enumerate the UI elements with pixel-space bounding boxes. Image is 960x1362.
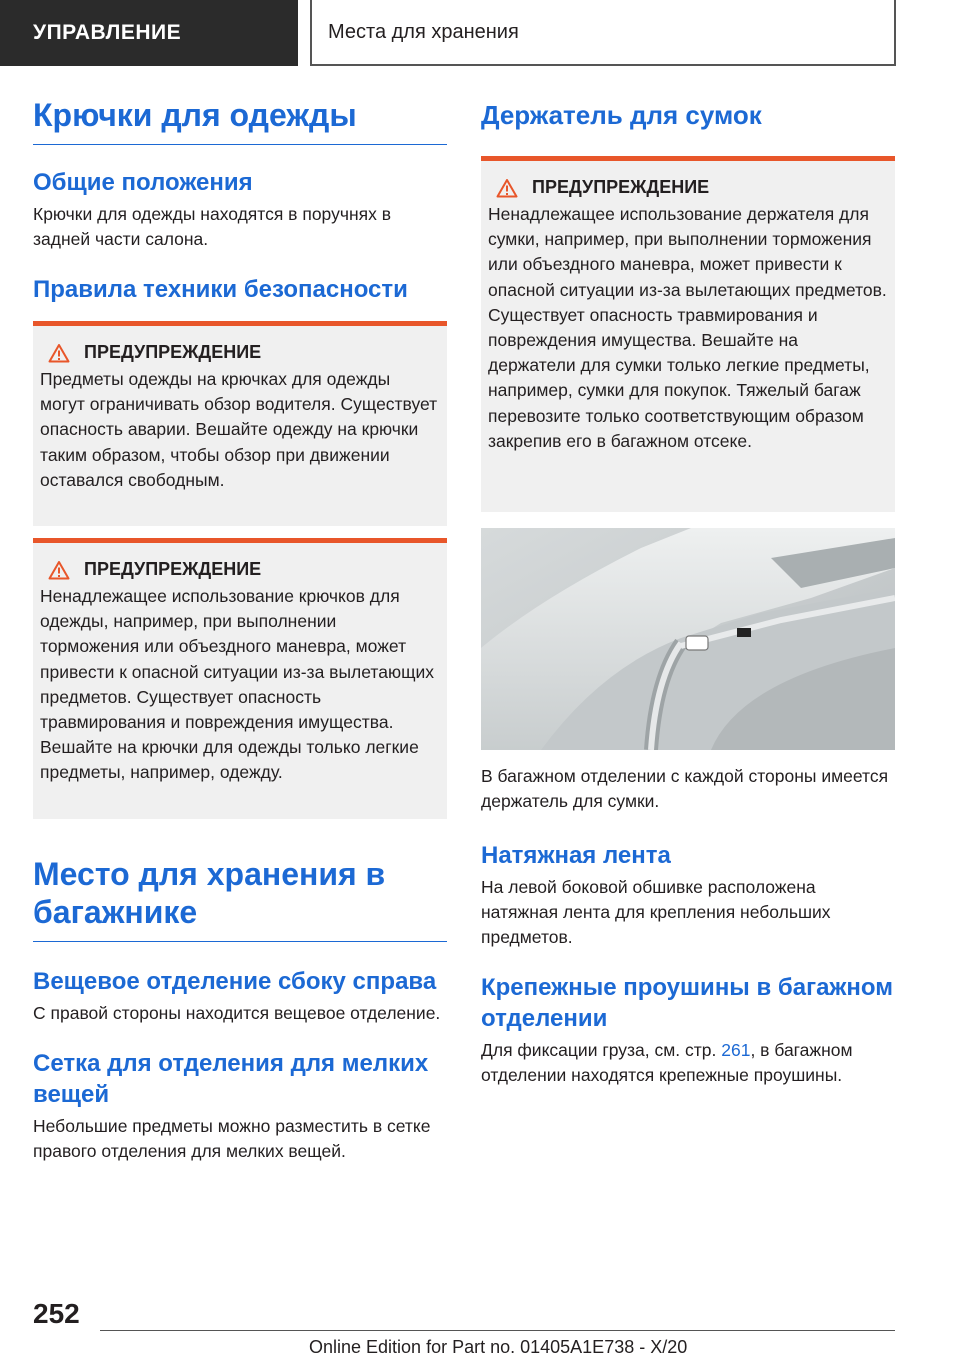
heading-side-compartment: Вещевое отделение сбоку справа [33,968,437,995]
warning-box-3 [481,156,895,512]
left-column [33,96,447,1164]
heading-trunk: Место для хранения в багажнике [33,855,447,942]
heading-tie-down-eyes: Крепежные проушины в багажном отделении [481,974,894,1032]
warning-triangle-icon [48,343,70,363]
heading-bag-holder: Держатель для сумок [481,100,762,130]
trunk-bag-holder-image [481,528,895,750]
header-title: Места для хранения [310,0,896,66]
text-general: Крючки для одежды находятся в поручнях в задней части салона. [33,204,392,249]
heading-safety: Правила техники безопасности [33,276,408,303]
warning-title-2: ПРЕДУПРЕЖДЕНИЕ [84,559,262,579]
heading-net: Сетка для отделения для мелких вещей [33,1050,429,1108]
warning-title-3: ПРЕДУПРЕЖДЕНИЕ [532,177,710,197]
right-column [481,96,895,1088]
warning-title-1: ПРЕДУПРЕЖДЕНИЕ [84,342,262,362]
warning-triangle-icon [48,560,70,580]
warning-text-2: Ненадлежащее использование крючков для одежды, например, при выполнении торможения или объездного маневра, может привести к опасной ситуации из-за вылетающих предметов. Существует опасность травмирования и повреждения имущества. Вешайте на крючки для одежды только легкие предметы, например, одежду. [40,586,435,783]
warning-box-1 [33,321,447,526]
heading-strap: Натяжная лента [481,842,671,869]
footer-divider [100,1330,895,1331]
warning-triangle-icon [496,178,518,198]
header-section: УПРАВЛЕНИЕ [0,0,298,66]
warning-text-3: Ненадлежащее использование держателя для сумки, например, при выполнении торможения или объездного маневра, может привести к опасной ситуации из-за вылетающих предметов. Существует опасность травмирования и повреждения имущества. Вешайте на держатели для сумки только легкие предметы, например, сумки для покупок. Тяжелый багаж перевозите только соответствующим образом закрепив его в багажном отсеке. [488,204,887,451]
text-bag-holder: В багажном отделении с каждой стороны имеется держатель для сумки. [481,766,889,811]
text-strap: На левой боковой обшивке расположена натяжная лента для крепления небольших предметов. [481,877,831,947]
warning-text-1: Предметы одежды на крючках для одежды могут ограничивать обзор водителя. Существует опасность аварии. Вешайте одежду на крючки таким образом, чтобы обзор при движении оставался свободным. [40,369,438,490]
text-tie-down-eyes [481,1038,895,1088]
text-tie-down-eyes-b: , в багажном отделении находятся крепежные проушины. [481,1040,853,1085]
warning-box-2 [33,538,447,819]
text-net: Небольшие предметы можно разместить в сетке правого отделения для мелких вещей. [33,1116,431,1161]
page-link-261[interactable]: 261 [721,1040,751,1060]
footer-edition: Online Edition for Part no. 01405A1E738 - X/20 [309,1337,688,1357]
text-side-compartment: С правой стороны находится вещевое отделение. [33,1003,441,1023]
text-tie-down-eyes-a: Для фиксации груза, см. стр. [481,1040,722,1060]
page-number: 252 [33,1298,80,1329]
heading-general: Общие положения [33,169,253,196]
heading-hooks: Крючки для одежды [33,96,447,145]
